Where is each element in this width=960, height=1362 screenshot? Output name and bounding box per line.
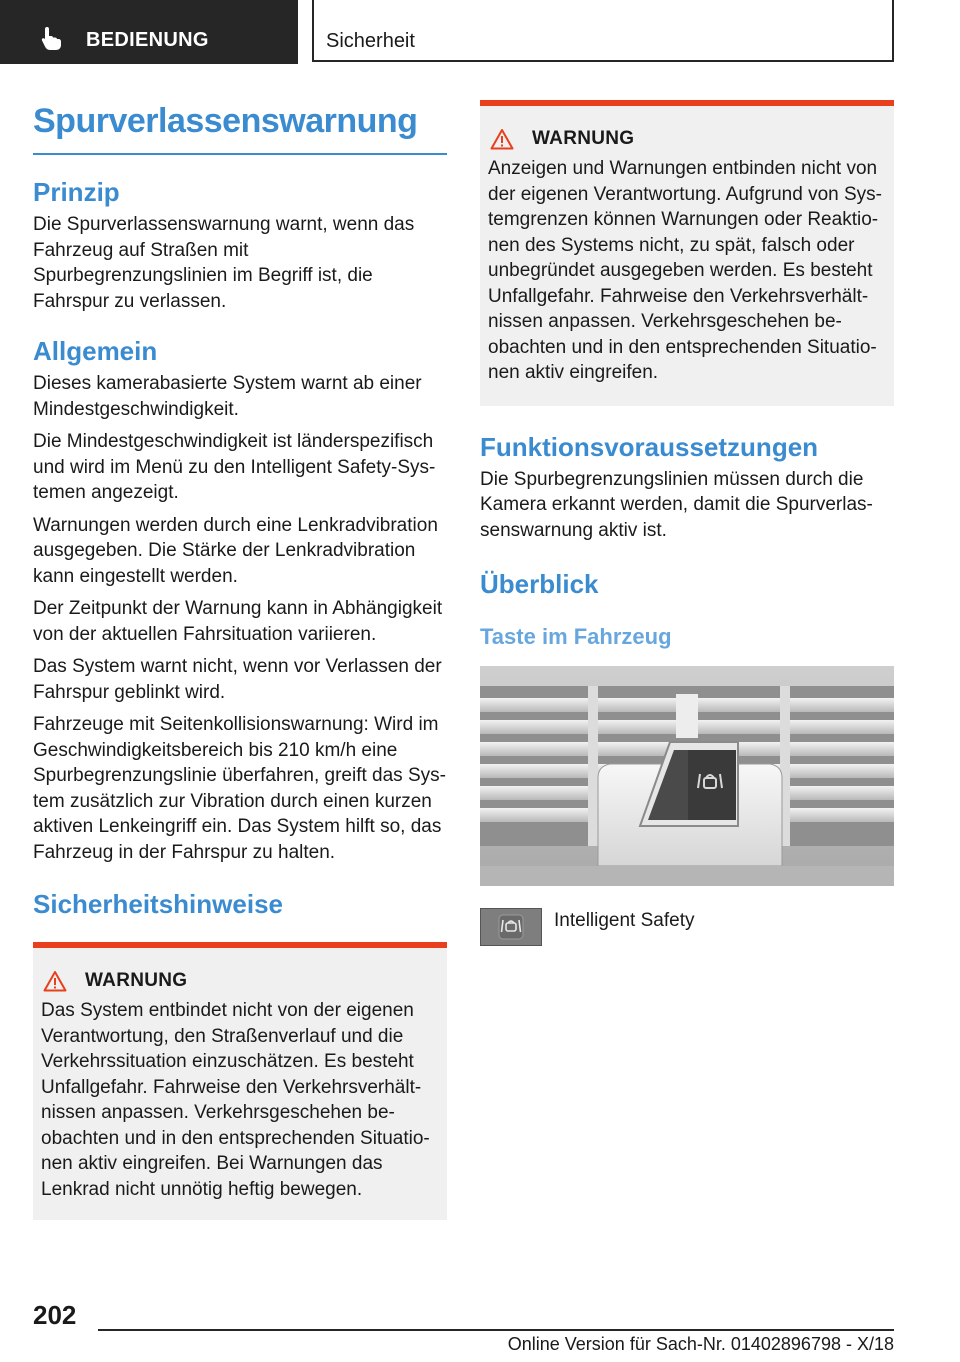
warning-header bbox=[488, 128, 886, 150]
section-label: Sicherheit bbox=[326, 30, 415, 52]
warning-triangle-icon bbox=[43, 970, 67, 992]
left-column bbox=[33, 100, 447, 1220]
heading-sicherheitshinweise: Sicherheitshinweise bbox=[33, 889, 283, 919]
button-photo bbox=[480, 666, 894, 886]
warning-text: Anzeigen und Warnungen entbinden nicht von der eigenen Verantwortung. Aufgrund von Systemgrenzen können Warnungen oder Reaktionen des Systems nicht, zu spät, falsch oder unbegründet ausgegeben werden. Es besteht Unfallgefahr. Fahrweise den Verkehrsverhältnissen anpassen. Verkehrsgeschehen beobachten und in den entsprechenden Situationen aktiv eingreifen. bbox=[488, 158, 882, 383]
intelligent-safety-button-icon bbox=[480, 908, 542, 946]
legend-item bbox=[480, 908, 894, 946]
chapter-tab bbox=[0, 0, 298, 64]
heading-taste-im-fahrzeug: Taste im Fahrzeug bbox=[480, 624, 672, 649]
right-column bbox=[480, 100, 894, 946]
paragraph-allgemein-3: Warnungen werden durch eine Lenkradvibration ausgegeben. Die Stärke der Lenkradvibration kann eingestellt werden. bbox=[33, 514, 438, 587]
paragraph-allgemein-2: Die Mindestgeschwindigkeit ist länderspezifisch und wird im Menü zu den Intelligent Safety-Systemen angezeigt. bbox=[33, 431, 436, 503]
heading-prinzip: Prinzip bbox=[33, 177, 120, 207]
page-number: 202 bbox=[33, 1300, 77, 1330]
warning-box-left bbox=[33, 942, 447, 1220]
pointing-hand-icon bbox=[38, 25, 64, 51]
footer-online-text: Online Version für Sach-Nr. 01402896798 - X/18 bbox=[507, 1334, 894, 1354]
warning-label: WARNUNG bbox=[85, 970, 188, 991]
heading-funktionsvoraussetzungen: Funktionsvoraussetzungen bbox=[480, 431, 819, 462]
legend-label: Intelligent Safety bbox=[554, 910, 695, 931]
paragraph-allgemein-6: Fahrzeuge mit Seitenkollisionswarnung: Wird im Geschwindigkeitsbereich bis 210 km/h eine Spurbegrenzungslinie überfahren, greift das System zusätzlich zur Vibration durch einen kurzen aktiven Lenkeingriff ein. Das System hilft so, das Fahrzeug in der Fahrspur zu halten. bbox=[33, 714, 446, 863]
chapter-label: BEDIENUNG bbox=[86, 29, 209, 51]
paragraph-allgemein-5: Das System warnt nicht, wenn vor Verlassen der Fahrspur geblinkt wird. bbox=[33, 656, 442, 703]
warning-box-right bbox=[480, 100, 894, 406]
heading-allgemein: Allgemein bbox=[33, 336, 158, 366]
warning-header bbox=[41, 970, 439, 992]
heading-ueberblick: Überblick bbox=[480, 569, 599, 599]
page-header bbox=[0, 0, 960, 66]
section-tab bbox=[312, 0, 894, 62]
paragraph-allgemein-1: Dieses kamerabasierte System warnt ab einer Mindestgeschwindigkeit. bbox=[33, 373, 422, 420]
page-title: Spurverlassenswarnung bbox=[33, 100, 447, 155]
paragraph-prinzip: Die Spurverlassenswarnung warnt, wenn das Fahrzeug auf Straßen mit Spurbegrenzungslinien im Begriff ist, die Fahrspur zu verlassen. bbox=[33, 214, 415, 312]
warning-label: WARNUNG bbox=[532, 128, 635, 149]
paragraph-funktion: Die Spurbegrenzungslinien müssen durch die Kamera erkannt werden, damit die Spurverlassenswarnung aktiv ist. bbox=[480, 468, 873, 541]
warning-text: Das System entbindet nicht von der eigenen Verantwortung, den Straßenverlauf und die Verkehrssituation einzuschätzen. Es besteht Unfallgefahr. Fahrweise den Verkehrsverhältnissen anpassen. Verkehrsgeschehen beobachten und in den entsprechenden Situationen aktiv eingreifen. Bei Warnungen das Lenkrad nicht unnötig heftig bewegen. bbox=[41, 1000, 430, 1200]
paragraph-allgemein-4: Der Zeitpunkt der Warnung kann in Abhängigkeit von der aktuellen Fahrsituation variieren. bbox=[33, 598, 443, 645]
vehicle-button-illustration bbox=[480, 666, 894, 886]
warning-triangle-icon bbox=[490, 128, 514, 150]
footer-divider bbox=[98, 1329, 894, 1331]
